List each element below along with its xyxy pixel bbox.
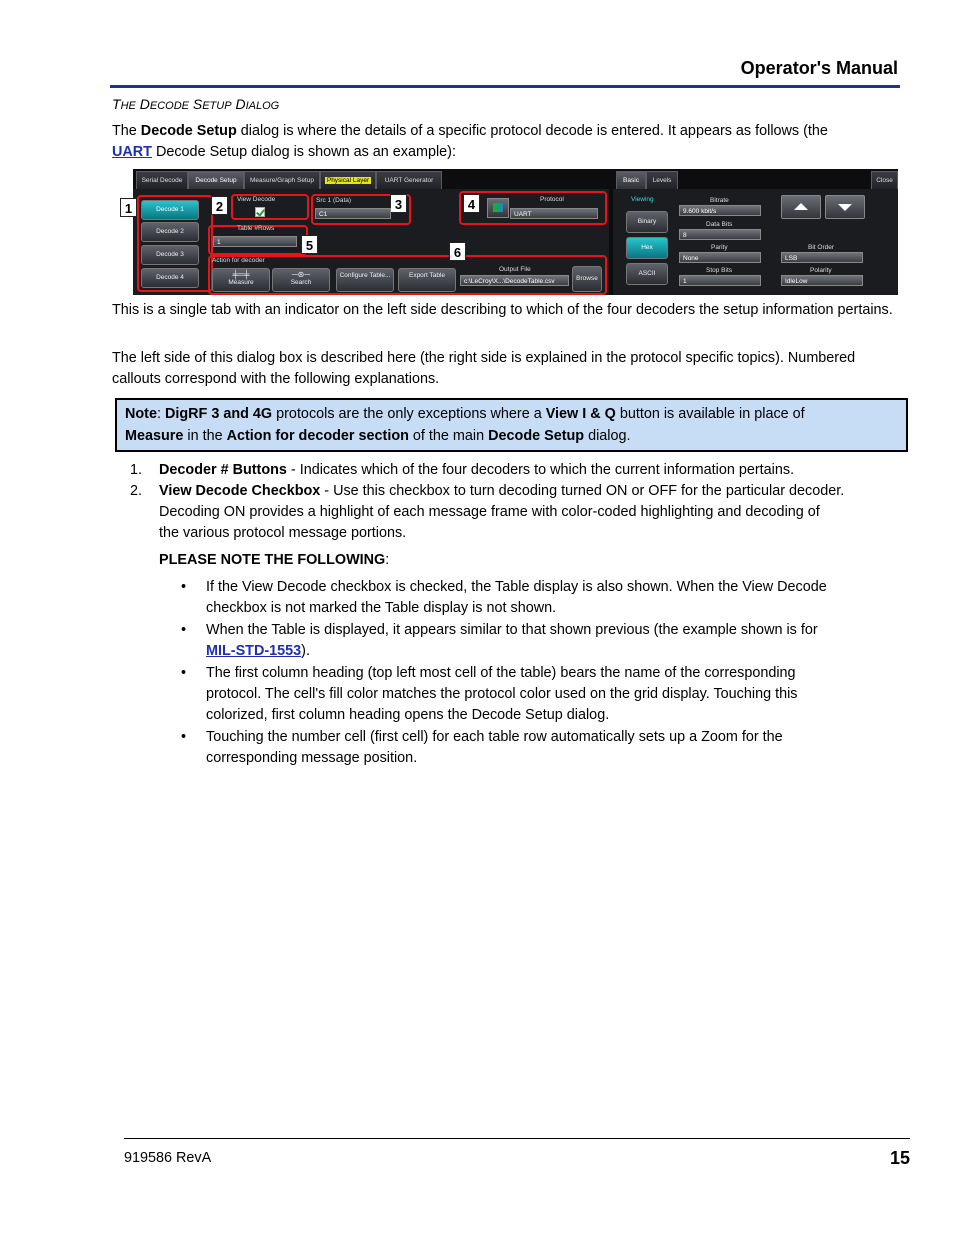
viewing-label: Viewing: [631, 196, 654, 203]
bullet-item-number-cell: Touching the number cell (first cell) for each table row automatically sets up a Zoom for the corresponding message position.: [206, 729, 783, 766]
bullet-icon: •: [181, 579, 187, 595]
parity-label: Parity: [711, 244, 728, 251]
bullet-item-table-displayed: When the Table is displayed, it appears similar to that shown previous (the example shown is for MIL-STD-1553).: [206, 622, 818, 659]
bullet-item-first-column: The first column heading (top left most cell of the table) bears the name of the corresponding protocol. The cell's fill color matches the protocol color used on the grid display. Touching this colorized, first column heading opens the Decode Setup dialog.: [206, 665, 798, 723]
search-icon: ─⊛─: [291, 270, 311, 279]
hex-button[interactable]: Hex: [626, 237, 668, 259]
decode-setup-screenshot: [124, 169, 898, 295]
search-button[interactable]: ─⊛─ Search: [272, 268, 330, 292]
uart-link[interactable]: UART: [112, 144, 152, 160]
src-field[interactable]: C1: [315, 208, 391, 219]
protocol-label: Protocol: [540, 196, 564, 203]
paragraph-left-side: The left side of this dialog box is described here (the right side is explained in the protocol specific topics). Numbered callouts correspond with the following explanations.: [112, 350, 856, 387]
measure-icon: ╪═╪: [232, 270, 250, 279]
output-file-field[interactable]: c:\LeCroy\X...\DecodeTable.csv: [460, 275, 569, 286]
callout-box-1: [137, 195, 213, 292]
please-note-heading: PLEASE NOTE THE FOLLOWING:: [159, 552, 390, 568]
data-bits-label: Data Bits: [706, 221, 733, 228]
browse-button[interactable]: Browse: [572, 266, 602, 292]
section-heading: THE DECODE SETUP DIALOG: [112, 96, 280, 112]
bullet-icon: •: [181, 665, 187, 681]
scroll-up-button[interactable]: [781, 195, 821, 219]
decode-2-button[interactable]: Decode 2: [141, 222, 199, 242]
view-decode-label: View Decode: [237, 196, 276, 203]
polarity-field[interactable]: IdleLow: [781, 275, 863, 286]
stop-bits-field[interactable]: 1: [679, 275, 761, 286]
decode-1-button[interactable]: Decode 1: [141, 200, 199, 220]
action-for-decoder-label: Action for decoder: [212, 257, 265, 264]
tab-uart-generator[interactable]: UART Generator: [376, 171, 442, 191]
tab-decode-setup[interactable]: Decode Setup: [188, 171, 244, 191]
callout-number-3: 3: [390, 194, 407, 213]
tab-measure-graph-setup[interactable]: Measure/Graph Setup: [244, 171, 320, 191]
data-bits-field[interactable]: 8: [679, 229, 761, 240]
bullet-icon: •: [181, 729, 187, 745]
protocol-color-icon[interactable]: [487, 198, 509, 218]
tab-levels[interactable]: Levels: [646, 171, 678, 191]
decode-3-button[interactable]: Decode 3: [141, 245, 199, 265]
callout-number-5: 5: [301, 235, 318, 254]
ascii-button[interactable]: ASCII: [626, 263, 668, 285]
page-number: 15: [889, 1148, 910, 1168]
bullet-item-view-decode-checked: If the View Decode checkbox is checked, the Table display is also shown. When the View Decode checkbox is not marked the Table display is not shown.: [206, 579, 827, 616]
intro-paragraph: The Decode Setup dialog is where the details of a specific protocol decode is entered. It appears as follows (the UART Decode Setup dialog is shown as an example):: [112, 123, 828, 160]
note-box: Note: DigRF 3 and 4G protocols are the only exceptions where a View I & Q button is available in place of Measure in the Action for decoder section of the main Decode Setup dialog.: [115, 398, 908, 452]
src-label: Src 1 (Data): [316, 197, 352, 204]
list-number-2: 2.: [130, 483, 143, 499]
footer-doc-id: 919586 RevA: [124, 1150, 212, 1166]
mil-std-1553-link[interactable]: MIL-STD-1553: [206, 643, 302, 659]
callout-number-6: 6: [449, 242, 466, 261]
callout-number-2: 2: [211, 196, 228, 215]
close-button[interactable]: Close: [871, 171, 898, 191]
bit-order-field[interactable]: LSB: [781, 252, 863, 263]
arrow-up-icon: [794, 203, 808, 210]
bit-order-label: Bit Order: [808, 244, 835, 251]
protocol-field[interactable]: UART: [510, 208, 598, 219]
view-decode-checkbox[interactable]: [255, 207, 265, 217]
polarity-label: Polarity: [810, 267, 832, 274]
table-rows-label: Table #Rows: [237, 225, 275, 232]
measure-button[interactable]: ╪═╪ Measure: [212, 268, 270, 292]
decode-4-button[interactable]: Decode 4: [141, 268, 199, 288]
configure-table-button[interactable]: Configure Table...: [336, 268, 394, 292]
list-number-1: 1.: [130, 462, 143, 478]
scroll-down-button[interactable]: [825, 195, 865, 219]
export-table-button[interactable]: Export Table: [398, 268, 456, 292]
callout-number-1: 1: [120, 198, 137, 217]
arrow-down-icon: [838, 204, 852, 211]
binary-button[interactable]: Binary: [626, 211, 668, 233]
table-rows-field[interactable]: 1: [213, 236, 297, 247]
paragraph-single-tab: This is a single tab with an indicator on the left side describing to which of the four decoders the setup information pertains.: [112, 302, 893, 318]
header-divider: [110, 85, 900, 88]
output-file-label: Output File: [499, 266, 531, 273]
callout-number-4: 4: [463, 194, 480, 213]
list-item-view-decode: View Decode Checkbox - Use this checkbox to turn decoding turned ON or OFF for the particular decoder. Decoding ON provides a highlight of each message frame with color-coded highlighting and decoding of the various protocol message portions.: [159, 483, 845, 541]
stop-bits-label: Stop Bits: [706, 267, 733, 274]
bitrate-field[interactable]: 9.600 kbit/s: [679, 205, 761, 216]
tab-physical-layer[interactable]: Physical Layer: [320, 171, 376, 191]
page-header-title: Operator's Manual: [740, 58, 898, 78]
tab-serial-decode[interactable]: Serial Decode: [136, 171, 188, 191]
list-item-decoder-buttons: Decoder # Buttons - Indicates which of the four decoders to which the current information pertains.: [159, 462, 795, 478]
tab-basic[interactable]: Basic: [616, 171, 646, 191]
parity-field[interactable]: None: [679, 252, 761, 263]
footer-divider: [124, 1138, 910, 1139]
bullet-icon: •: [181, 622, 187, 638]
bitrate-label: Bitrate: [710, 197, 729, 204]
